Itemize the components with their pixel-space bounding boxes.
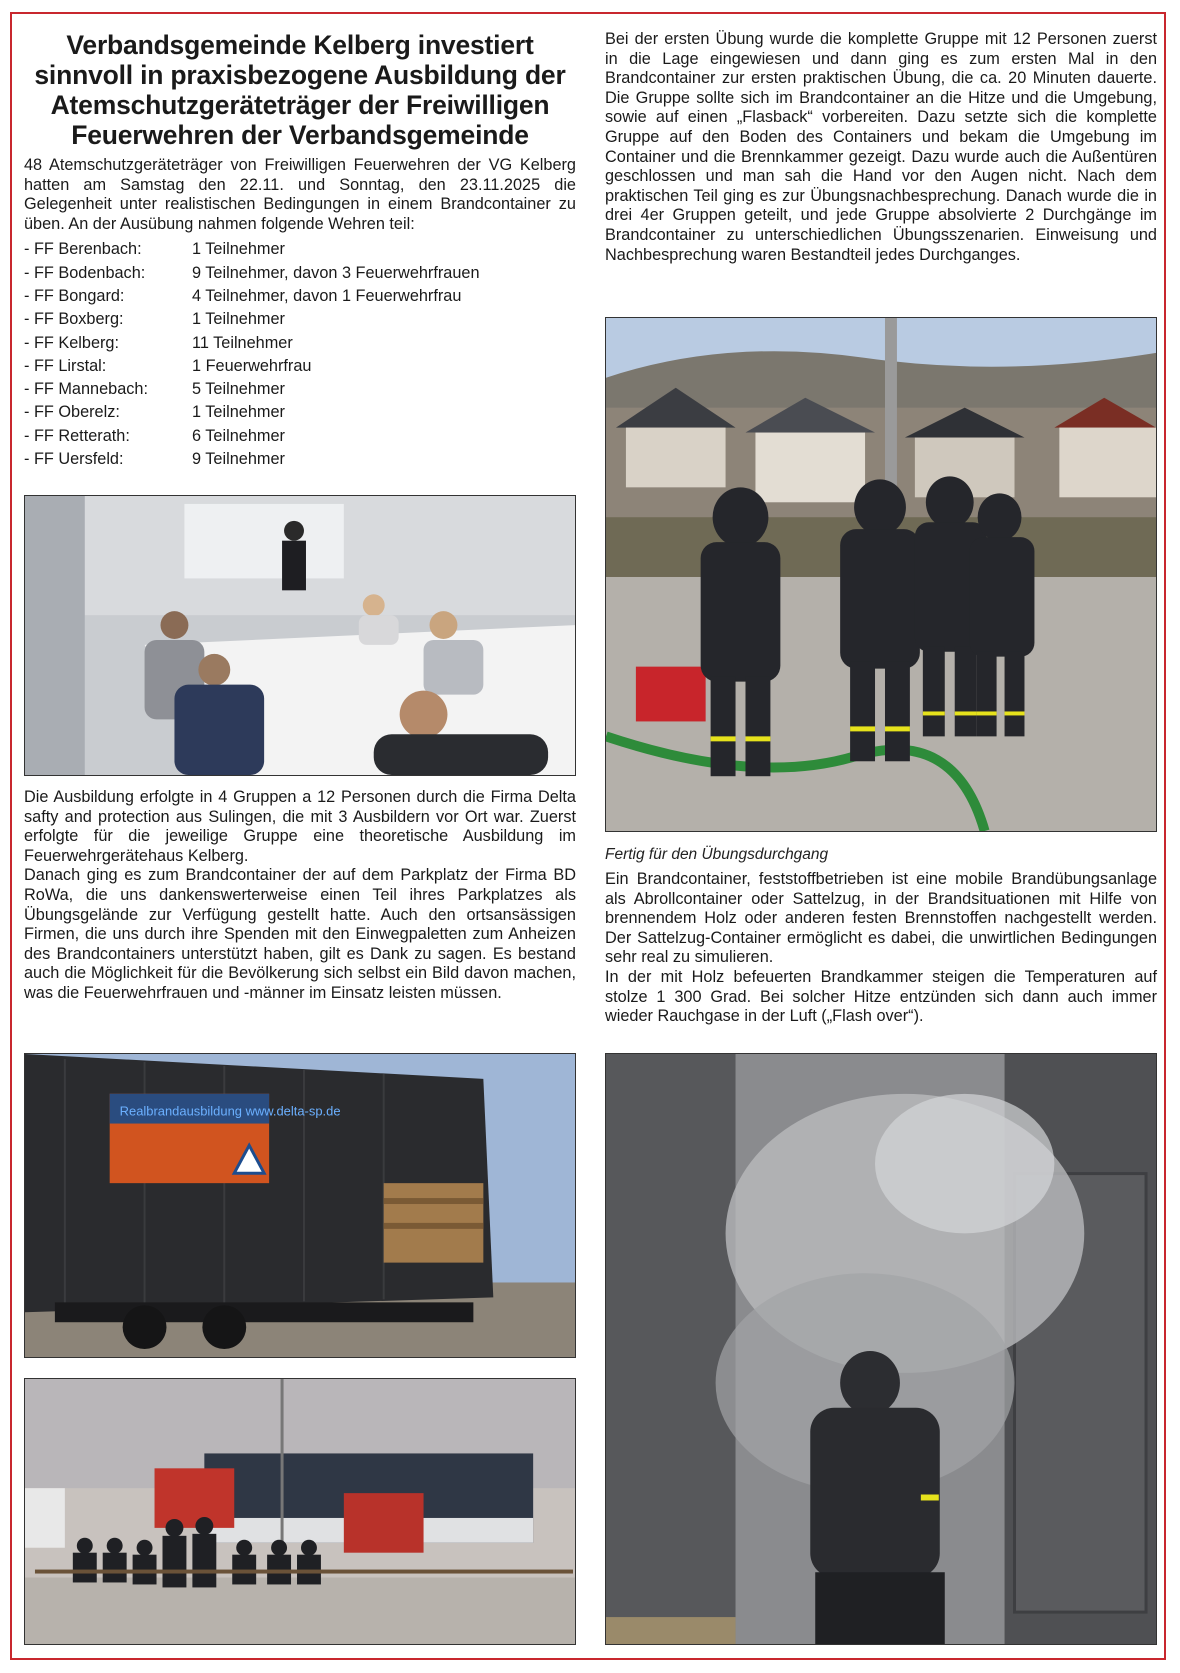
team-list-item	[24, 262, 576, 285]
team-list-item	[24, 401, 576, 424]
team-name: - FF Berenbach:	[24, 240, 142, 259]
team-count: 9 Teilnehmer	[192, 450, 285, 469]
team-name: - FF Retterath:	[24, 426, 130, 445]
team-list-item	[24, 355, 576, 378]
classroom-photo	[24, 495, 576, 776]
left-column-lower-text	[24, 788, 576, 1004]
right-column	[605, 30, 1157, 265]
left-column	[24, 30, 576, 471]
team-list-item	[24, 448, 576, 471]
container-trailer-photo	[24, 1053, 576, 1358]
team-list-item	[24, 308, 576, 331]
right-column-lower-text	[605, 870, 1157, 1027]
team-count: 1 Teilnehmer	[192, 403, 285, 422]
first-exercise-paragraph: Bei der ersten Übung wurde die komplette Gruppe mit 12 Personen zuerst in die Lage eingewiesen und dann ging es zum ersten Mal in den Brandcontainer zur ersten praktischen Übung, die ca. 20 Minuten dauerte. Die Gruppe sollte sich im Brandcontainer an die Hitze und die Umgebung, sowie auf einen „Flasback“ vorbereiten. Dazu setzte sich die komplette Gruppe auf den Boden des Containers und bekam die Umgebung im Container und die Brennkammer gezeigt. Dazu wurde auch die Außentüren geschlossen und man sah die Hand vor den Augen nicht. Nach dem praktischen Teil ging es zur Übungsnachbesprechung. Danach wurde die in drei 4er Gruppen geteilt, und jede Gruppe absolvierte 2 Durchgänge im Brandcontainer zu unterschiedlichen Übungsszenarien. Einweisung und Nachbesprechung waren Bestandteil jedes Durchganges.	[605, 30, 1157, 264]
team-name: - FF Bongard:	[24, 286, 125, 305]
team-count: 5 Teilnehmer	[192, 380, 285, 399]
photo-caption: Fertig für den Übungsdurchgang	[605, 846, 829, 863]
team-count: 1 Teilnehmer	[192, 310, 285, 329]
team-name: - FF Mannebach:	[24, 380, 148, 399]
team-name: - FF Oberelz:	[24, 403, 120, 422]
team-list-item	[24, 425, 576, 448]
team-count: 11 Teilnehmer	[192, 333, 293, 352]
team-list-item	[24, 238, 576, 261]
team-count: 1 Teilnehmer	[192, 240, 285, 259]
team-list-item	[24, 332, 576, 355]
container-paragraph: Ein Brandcontainer, feststoffbetrieben ist eine mobile Brandübungsanlage als Abrollcontainer oder Sattelzug, in der Brandsituationen mit Hilfe von brennendem Holz oder anderen festen Brennstoffen nachgestellt werden. Der Sattelzug-Container ermöglicht es dabei, die unwirtlichen Bedingungen sehr real zu simulieren.	[605, 870, 1157, 967]
temperature-paragraph: In der mit Holz befeuerten Brandkammer steigen die Temperaturen auf stolze 1 300 Grad. Bei solcher Hitze entzünden sich dann auch immer wieder Rauchgase in der Luft („Flash over“).	[605, 967, 1157, 1026]
team-name: - FF Kelberg:	[24, 333, 120, 352]
parking-lot-group-photo	[24, 1378, 576, 1645]
team-count: 6 Teilnehmer	[192, 426, 285, 445]
team-name: - FF Uersfeld:	[24, 450, 124, 469]
smoke-container-photo	[605, 1053, 1157, 1645]
team-list-item	[24, 285, 576, 308]
team-list-item	[24, 378, 576, 401]
team-name: - FF Bodenbach:	[24, 263, 146, 282]
firefighters-ready-photo	[605, 317, 1157, 832]
team-count: 1 Feuerwehrfrau	[192, 356, 312, 375]
team-count: 4 Teilnehmer, davon 1 Feuerwehrfrau	[192, 286, 462, 305]
location-paragraph: Danach ging es zum Brandcontainer der auf dem Parkplatz der Firma BD RoWa, die uns dankenswerterweise einen Teil ihres Parkplatzes als Übungsgelände zur Verfügung gestellt hatte. Auch den ortsansässigen Firmen, die uns durch ihre Spenden mit den Einwegpaletten zum Anheizen des Brandcontainers unterstützt haben, gilt es Dank zu sagen. Es bestand auch die Möglichkeit für die Bevölkerung sich selbst ein Bild davon machen, was die Feuerwehrfrauen und -männer im Einsatz leisten müssen.	[24, 866, 576, 1002]
banner-text: Realbrandausbildung www.delta-sp.de	[119, 1103, 341, 1119]
team-list	[24, 238, 576, 471]
training-paragraph: Die Ausbildung erfolgte in 4 Gruppen a 12 Personen durch die Firma Delta safty and protection aus Sulingen, die mit 3 Ausbildern vor Ort war. Zuerst erfolgte für die jeweilige Gruppe eine theoretische Ausbildung im Feuerwehrgerätehaus Kelberg.	[24, 788, 576, 865]
team-count: 9 Teilnehmer, davon 3 Feuerwehrfrauen	[192, 263, 480, 282]
intro-paragraph: 48 Atemschutzgeräteträger von Freiwilligen Feuerwehren der VG Kelberg hatten am Samstag den 22.11. und Sonntag, den 23.11.2025 die Gelegenheit unter realistischen Bedingungen in einem Brandcontainer zu üben. An der Ausübung nahmen folgende Wehren teil:	[24, 156, 576, 233]
article-headline: Verbandsgemeinde Kelberg investiert sinnvoll in praxisbezogene Ausbildung der Atemschutzgeräteträger der Freiwilligen Feuerwehren der Verbandsgemeinde	[34, 30, 566, 150]
team-name: - FF Lirstal:	[24, 356, 107, 375]
team-name: - FF Boxberg:	[24, 310, 124, 329]
